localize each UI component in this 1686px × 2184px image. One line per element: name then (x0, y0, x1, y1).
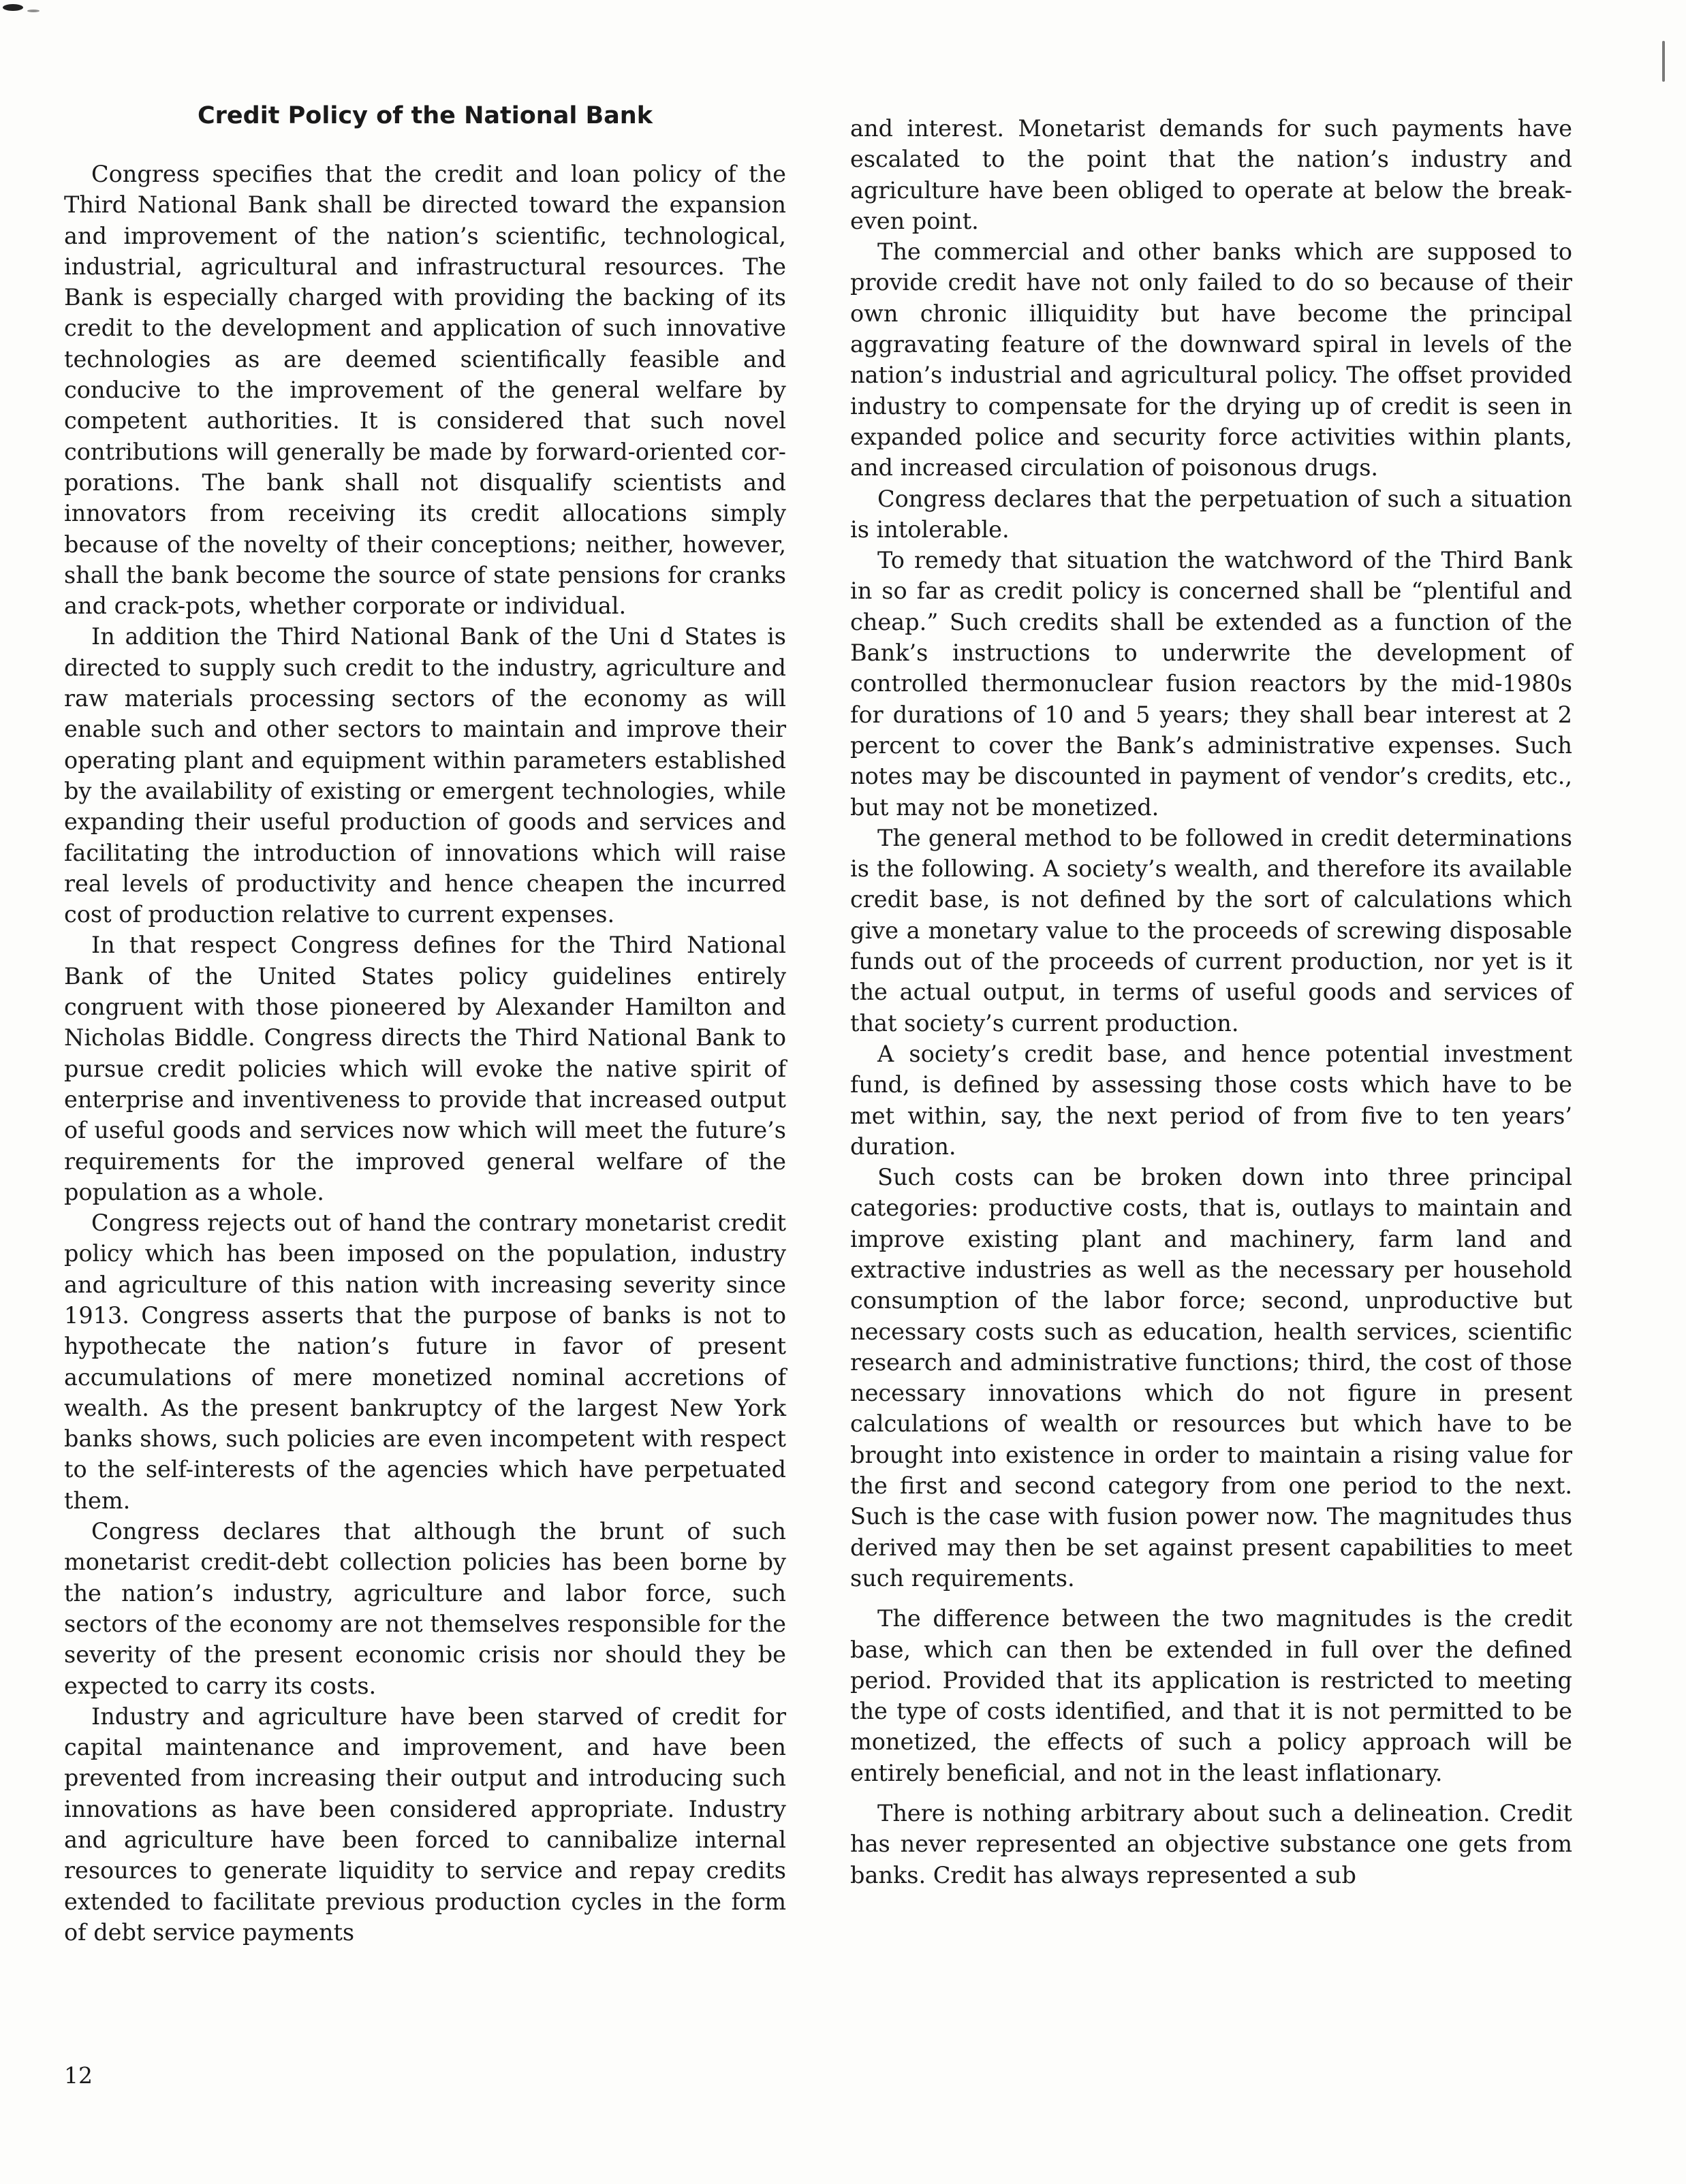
paragraph: and interest. Monetarist demands for such payments have escalated to the point that the nation’s industry and agriculture have been obliged to operate at below the break-even point. (850, 115, 1572, 234)
paragraph: The commercial and other banks which are supposed to provide credit have not only failed to do so because of their own chronic illiquidity but have become the principal aggravating feature of the downward spiral in levels of the nation’s industrial and agricultural policy. The offset provided industry to compensate for the drying up of credit is seen in expanded police and security force activities within plants, and increased circulation of poisonous drugs. (850, 238, 1572, 481)
left-column (64, 101, 786, 1948)
paragraph: In addition the Third National Bank of the Uni d States is directed to supply such credit to the industry, agriculture and raw materials processing sectors of the economy as will enable such and other sectors to maintain and improve their operating plant and equipment within parameters established by the availability of existing or emergent technologies, while expanding their useful production of goods and services and facilitating the introduction of innovations which will raise real levels of productivity and hence cheapen the incurred cost of production relative to current expenses. (64, 623, 786, 928)
scan-speck (27, 10, 40, 12)
scan-speck (1662, 41, 1665, 82)
right-column (850, 113, 1572, 1890)
paragraph: The general method to be followed in credit determinations is the following. A society’s wealth, and therefore its available credit base, is not defined by the sort of calculations which give a monetary value to the proceeds of screwing disposable funds out of the proceeds of current production, nor yet is it the actual output, in terms of useful goods and services of that society’s current production. (850, 824, 1572, 1036)
scan-speck (3, 4, 23, 11)
page-number: 12 (64, 2062, 93, 2089)
paragraph: To remedy that situation the watchword of the Third Bank in so far as credit policy is concerned shall be “plentiful and cheap.” Such credits shall be extended as a function of the Bank’s instructions to underwrite the development of controlled thermonuclear fusion reactors by the mid-1980s for durations of 10 and 5 years; they shall bear interest at 2 percent to cover the Bank’s administrative expenses. Such notes may be discounted in payment of vendor’s credits, etc., but may not be monetized. (850, 547, 1572, 821)
paragraph: There is nothing arbitrary about such a delineation. Credit has never represented an objective substance one gets from banks. Credit has always represented a sub (850, 1800, 1572, 1888)
paragraph: The difference between the two magnitudes is the credit base, which can then be extended in full over the defined period. Provided that its application is restricted to meeting the type of costs identified, and that it is not permitted to be monetized, the effects of such a policy approach will be entirely beneficial, and not in the least inflationary. (850, 1605, 1572, 1786)
paragraph: Such costs can be broken down into three principal categories: productive costs, that is, outlays to maintain and improve existing plant and machinery, farm land and extractive industries as well as the necessary per household consumption of the labor force; second, unproductive but necessary costs such as education, health services, scientific research and administrative functions; third, the cost of those necessary innovations which do not figure in present calculations of wealth or resources but which have to be brought into existence in order to maintain a rising value for the first and second category from one period to the next. Such is the case with fusion power now. The magnitudes thus derived may then be set against present capabilities to meet such requirements. (850, 1164, 1572, 1592)
paragraph: Congress declares that although the brunt of such monetarist credit-debt collection policies has been borne by the nation’s industry, agriculture and labor force, such sectors of the economy are not themselves responsible for the severity of the present economic crisis nor should they be expected to carry its costs. (64, 1518, 786, 1699)
section-heading: Credit Policy of the National Bank (197, 102, 653, 129)
paragraph: A society’s credit base, and hence potential investment fund, is defined by assessing those costs which have to be met within, say, the next period of from five to ten years’ duration. (850, 1040, 1572, 1160)
paragraph: Industry and agriculture have been starved of credit for capital maintenance and improvement, and have been prevented from increasing their output and introducing such innovations as have been considered appropriate. Industry and agriculture have been forced to cannibalize internal resources to generate liquidity to service and repay credits extended to facilitate previous production cycles in the form of debt service payments (64, 1703, 786, 1946)
paragraph: Congress specifies that the credit and loan policy of the Third National Bank shall be directed toward the expansion and improvement of the nation’s scientific, technological, industrial, agricultural and infrastructural resources. The Bank is especially charged with providing the backing of its credit to the development and application of such innovative technologies as are deemed scientifically feasible and conducive to the improvement of the general welfare by competent authorities. It is considered that such novel contributions will generally be made by forward-oriented corporations. The bank shall not disqualify scientists and innovators from receiving its credit allocations simply because of the novelty of their conceptions; neither, however, shall the bank become the source of state pensions for cranks and crack-pots, whether corporate or individual. (64, 161, 786, 620)
paragraph: In that respect Congress defines for the Third National Bank of the United States policy guidelines entirely congruent with those pioneered by Alexander Hamilton and Nicholas Biddle. Congress directs the Third National Bank to pursue credit policies which will evoke the native spirit of enterprise and inventiveness to provide that increased output of useful goods and services now which will meet the future’s requirements for the improved general welfare of the population as a whole. (64, 932, 786, 1205)
paragraph: Congress rejects out of hand the contrary monetarist credit policy which has been imposed on the population, industry and agriculture of this nation with increasing severity since 1913. Congress asserts that the purpose of banks is not to hypothecate the nation’s future in favor of present accumulations of mere monetized nominal accretions of wealth. As the present bankruptcy of the largest New York banks shows, such policies are even incompetent with respect to the self-interests of the agencies which have perpetuated them. (64, 1209, 786, 1514)
paragraph: Congress declares that the perpetuation of such a situation is intolerable. (850, 485, 1572, 543)
